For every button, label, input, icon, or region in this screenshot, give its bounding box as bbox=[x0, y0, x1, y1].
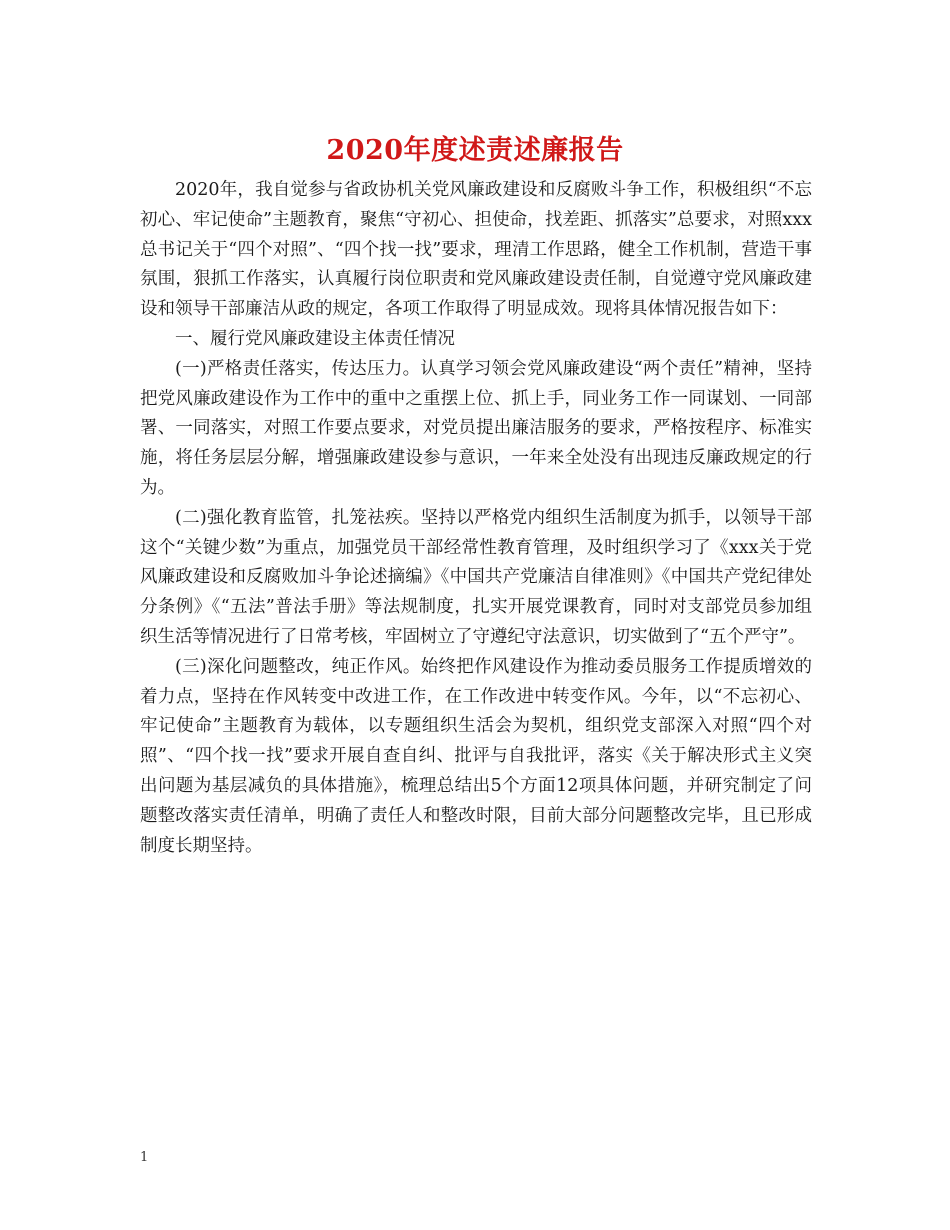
document-title: 2020年度述责述廉报告 bbox=[326, 135, 624, 166]
paragraph-item-3: (三)深化问题整改，纯正作风。始终把作风建设作为推动委员服务工作提质增效的着力点，坚持在作风转变中改进工作，在工作改进中转变作风。今年，以“不忘初心、牢记使命”主题教育为载体，以专题组织生活会为契机，组织党支部深入对照“四个对照”、“四个找一找”要求开展自查自纠、批评与自我批评，落实《关于解决形式主义突出问题为基层减负的具体措施》，梳理总结出5个方面12项具体问题，并研究制定了问题整改落实责任清单，明确了责任人和整改时限，目前大部分问题整改完毕，且已形成制度长期坚持。 bbox=[140, 656, 812, 856]
page-number: 1 bbox=[140, 1150, 149, 1165]
paragraph-item-1: (一)严格责任落实，传达压力。认真学习领会党风廉政建设“两个责任”精神，坚持把党风廉政建设作为工作中的重中之重摆上位、抓上手，同业务工作一同谋划、一同部署、一同落实，对照工作要点要求，对党员提出廉洁服务的要求，严格按程序、标准实施，将任务层层分解，增强廉政建设参与意识，一年来全处没有出现违反廉政规定的行为。 bbox=[140, 358, 812, 498]
document-body bbox=[140, 176, 812, 861]
section-heading-1: 一、履行党风廉政建设主体责任情况 bbox=[175, 328, 455, 349]
paragraph-item-2: (二)强化教育监管，扎笼祛疾。坚持以严格党内组织生活制度为抓手，以领导干部这个“关键少数”为重点，加强党员干部经常性教育管理，及时组织学习了《xxx关于党风廉政建设和反腐败加斗争论述摘编》《中国共产党廉洁自律准则》《中国共产党纪律处分条例》《“五法”普法手册》等法规制度，扎实开展党课教育，同时对支部党员参加组织生活等情况进行了日常考核，牢固树立了守遵纪守法意识，切实做到了“五个严守”。 bbox=[140, 507, 812, 647]
paragraph-intro: 2020年，我自觉参与省政协机关党风廉政建设和反腐败斗争工作，积极组织“不忘初心、牢记使命”主题教育，聚焦“守初心、担使命，找差距、抓落实”总要求，对照xxx总书记关于“四个对照”、“四个找一找”要求，理清工作思路，健全工作机制，营造干事氛围，狠抓工作落实，认真履行岗位职责和党风廉政建设责任制，自觉遵守党风廉政建设和领导干部廉洁从政的规定，各项工作取得了明显成效。现将具体情况报告如下： bbox=[140, 180, 812, 320]
